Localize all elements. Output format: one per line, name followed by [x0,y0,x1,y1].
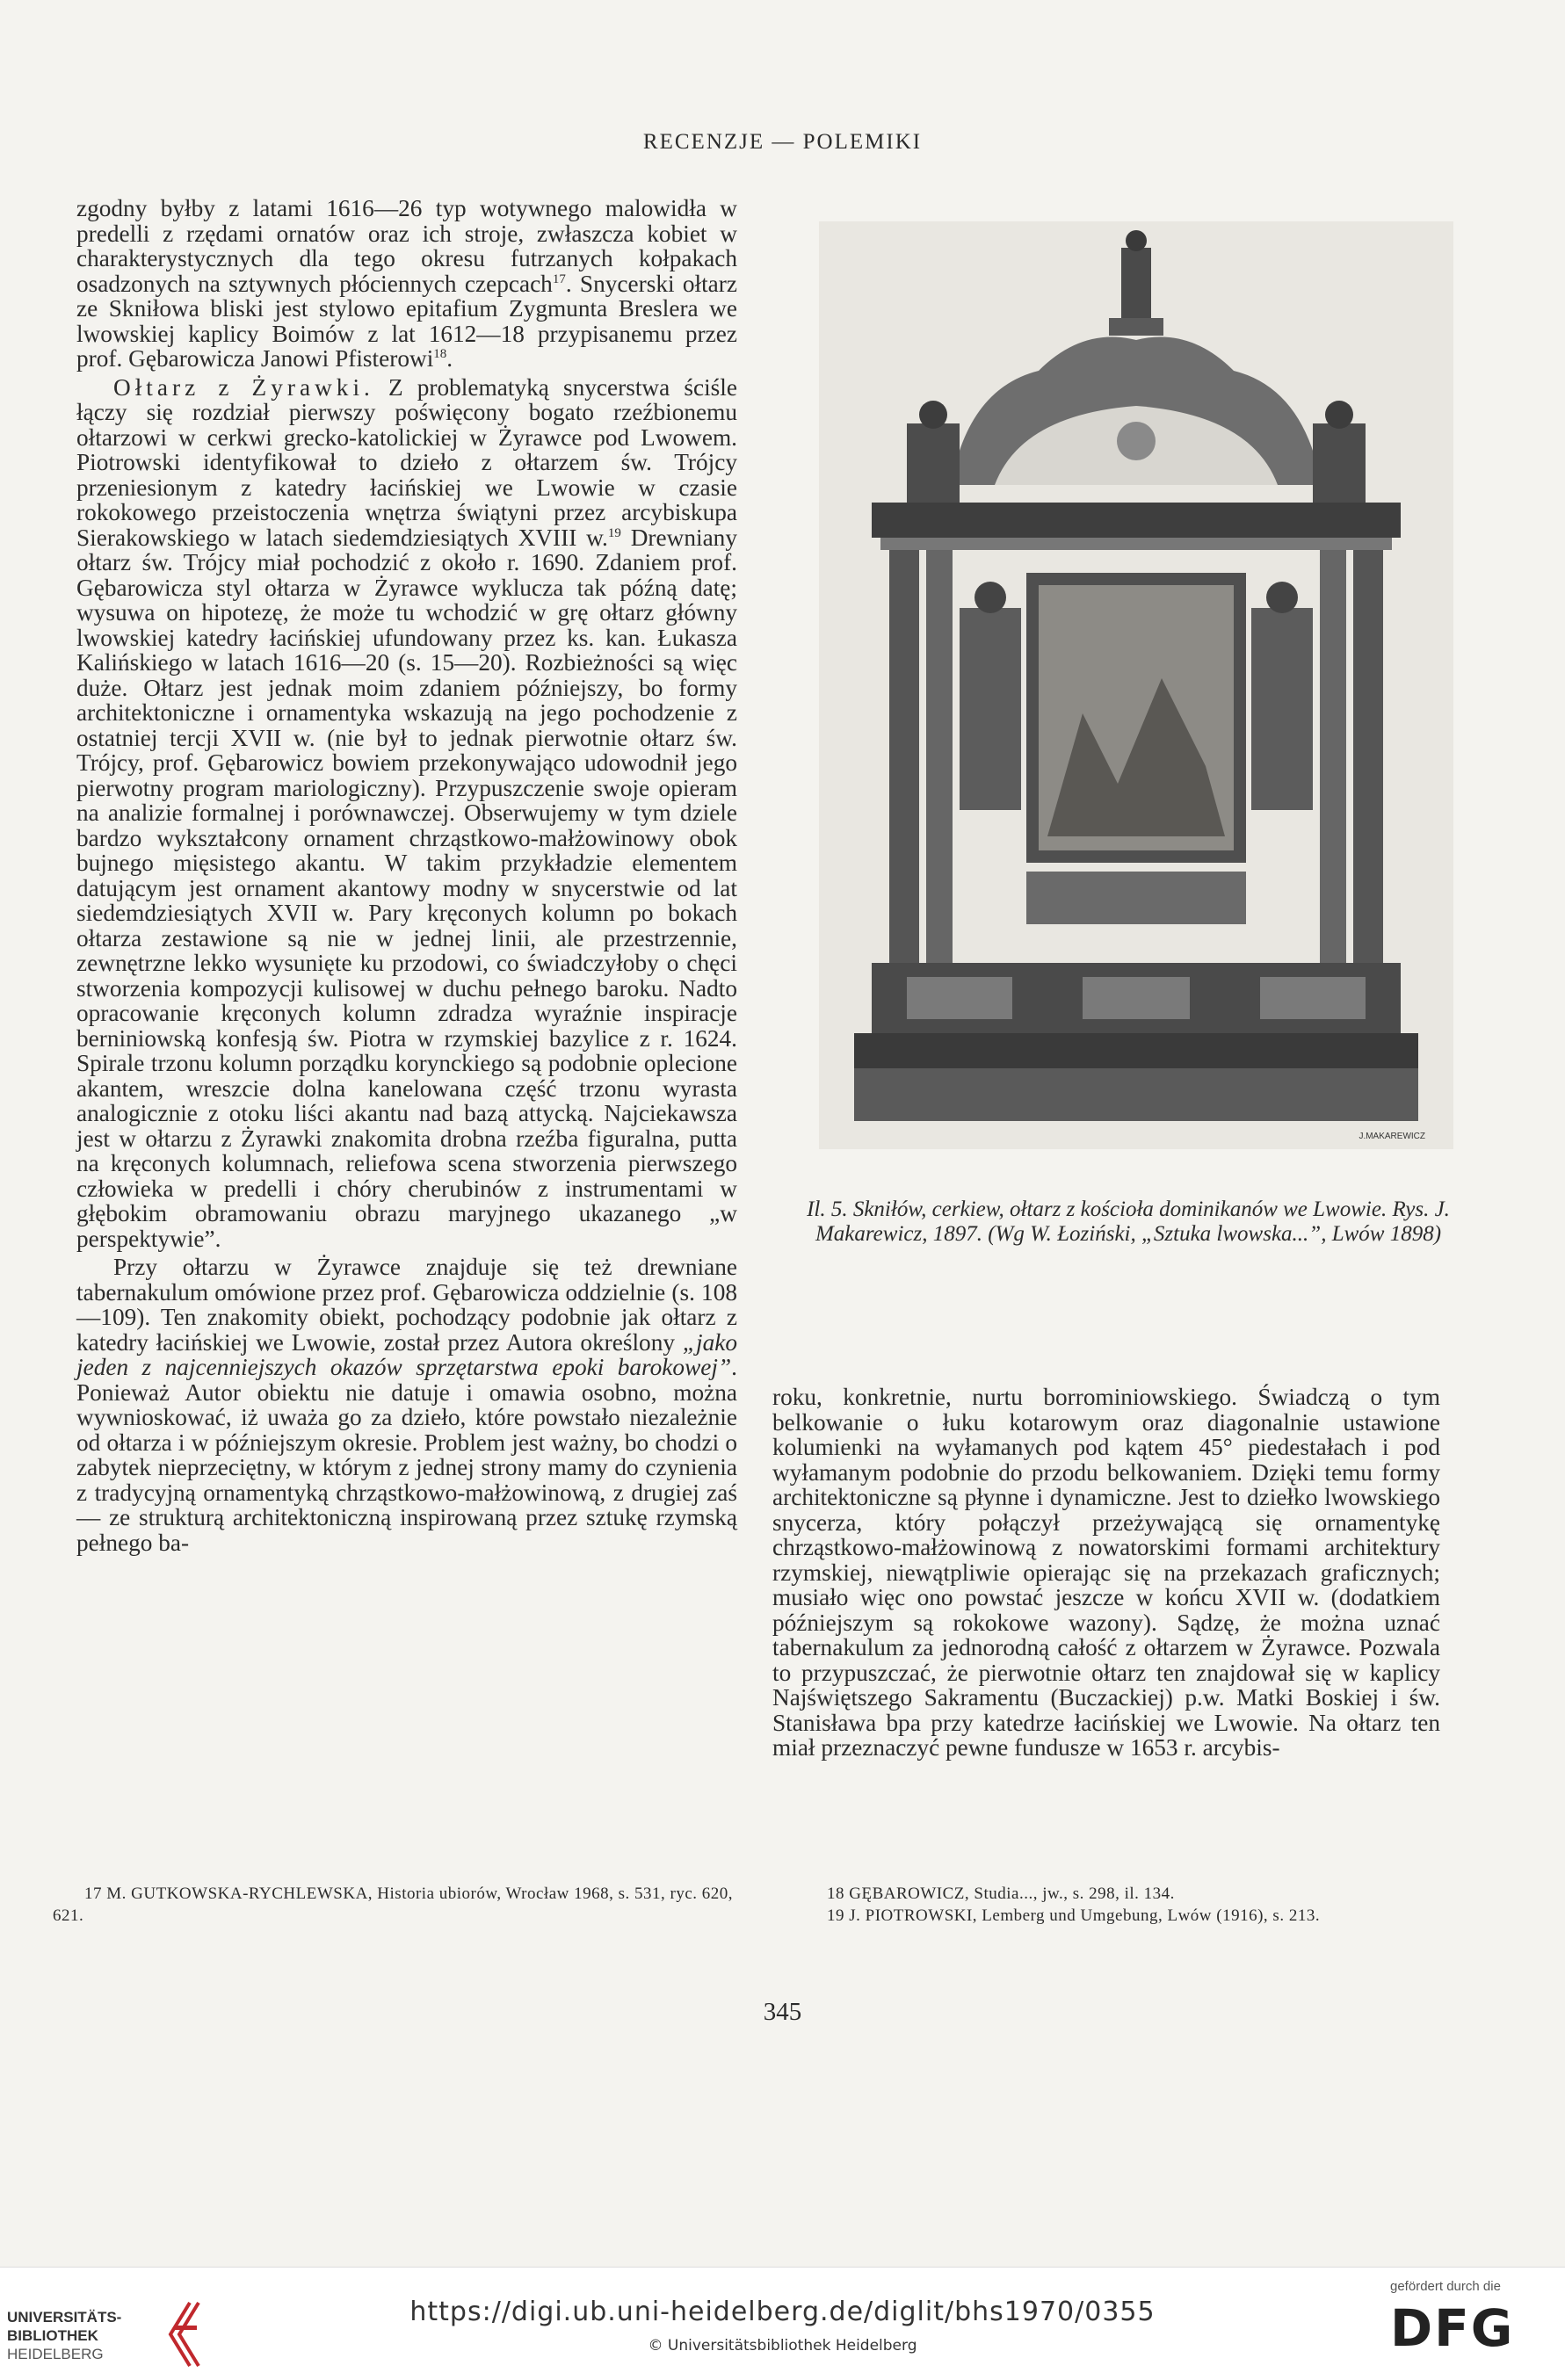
paragraph-1-tail: . Snycerski ołtarz ze Skniłowa bliski jest stylowo epitafium Zygmunta Breslera we lwowskiej kaplicy Boimów z lat 1612—18 przypisanemu przez prof. Gębarowicza Janowi Pfisterowi [76,270,737,372]
left-column [76,196,737,1555]
footnote-17: 17 M. GUTKOWSKA-RYCHLEWSKA, Historia ubiorów, Wrocław 1968, s. 531, ryc. 620, 621. [53,1884,734,1925]
paragraph-2 [76,375,737,1252]
permalink-url[interactable]: https://digi.ub.uni-heidelberg.de/diglit/bhs1970/0355 [409,2297,1156,2327]
footnotes-left [53,1883,747,1927]
library-line-1: UNIVERSITÄTS- [7,2309,122,2326]
footnote-ref-18[interactable]: 18 [433,346,447,361]
altar-illustration [819,221,1453,1149]
paragraph-1 [76,196,737,372]
footnotes-right [795,1883,1454,1927]
library-line-3: HEIDELBERG [7,2346,104,2362]
dfg-wordmark: DFG [1390,2298,1515,2358]
right-column [772,1385,1440,1761]
paragraph-3 [76,1255,737,1555]
footnote-18: 18 GĘBAROWICZ, Studia..., jw., s. 298, il. 134. [827,1884,1175,1903]
copyright-notice: © Universitätsbibliothek Heidelberg [648,2337,917,2355]
footnote-ref-17[interactable]: 17 [552,271,566,286]
paragraph-3-quote: „jako jeden z najcenniejszych okazów sprzętarstwa epoki barokowej” [76,1328,737,1380]
drawing-signature: J.MAKAREWICZ [1359,1132,1425,1141]
paragraph-1-text: zgodny byłby z latami 1616—26 typ wotywnego malowidła w predelli z rzędami ornatów oraz ich stroje, zwłaszcza kobiet w charakterystycznych dla tego okresu futrzanych kołpakach osadzonych na sztywnych płóciennych czepcach [76,195,737,297]
paragraph-2-tail: Drewniany ołtarz św. Trójcy miał pochodzić z około r. 1690. Zdaniem prof. Gębarowicza styl ołtarza w Żyrawce wyklucza tak późną datę; wysuwa on hipotezę, że może tu wchodzić w grę ołtarz główny lwowskiej katedry łacińskiej ufundowany przez ks. kan. Łukasza Kalińskiego w latach 1616—20 (s. 15—20). Rozbieżności są więc duże. Ołtarz jest jednak moim zdaniem późniejszy, bo formy architektoniczne i ornamentyka wskazują na jego pochodzenie z ostatniej tercji XVII w. (nie był to jednak pierwotnie ołtarz św. Trójcy, prof. Gębarowicz bowiem przekonywająco udowodnił jego pierwotny program mariologiczny). Przypuszczenie swoje opieram na analizie formalnej i porównawczej. Obserwujemy w tym dziele bardzo wykształcony ornament chrząstkowo-małżowinowy obok bujnego mięsistego akantu. W takim przykładzie elementem datującym jest ornament akantowy modny w snycerstwie od lat siedemdziesiątych XVII w. Pary kręconych kolumn po bokach ołtarza zestawione są nie w jednej linii, ale przestrzennie, zewnętrzne lekko wysunięte ku przodowi, co świadczyłoby o chęci stworzenia kompozycji kulisowej w duchu pełnego baroku. Nadto opracowanie kręconych kolumn zdradza wyraźnie inspiracje berniniowską konfesją św. Piotra w rzymskiej bazylice z r. 1624. Spirale trzonu kolumn porządku korynckiego są podobnie oplecione akantem, wreszcie dolna kanelowana część trzonu wyrasta analogicznie z otoku liści akantu nad bazą attycką. Najciekawsza jest w ołtarzu z Żyrawki znakomita drobna rzeźba figuralna, putta na kręconych kolumnach, reliefowa scena stworzenia pierwszego człowieka w predelli i chóry cherubinów z instrumentami w głębokim obramowaniu obrazu maryjnego ukazanego „w perspektywie”. [76,524,737,1252]
section-lead: Ołtarz z Żyrawki. [113,373,374,401]
page-number: 345 [763,1998,802,2026]
paragraph-1-end: . [446,345,453,372]
library-line-2: BIBLIOTHEK [7,2327,98,2344]
paragraph-3-text: Przy ołtarzu w Żyrawce znajduje się też drewniane tabernakulum omówione przez prof. Gębarowicza oddzielnie (s. 108—109). Ten znakomity obiekt, pochodzący podobnie jak ołtarz z katedry łacińskiej we Lwowie, został przez Autora określony [76,1254,737,1356]
altar-drawing [819,221,1453,1149]
dfg-logo[interactable] [1390,2279,1548,2367]
paragraph-2-text: Z problematyką snycerstwa ściśle łączy się rozdział pierwszy poświęcony bogato rzeźbionemu ołtarzowi w cerkwi grecko-katolickiej w Żyrawce pod Lwowem. Piotrowski identyfikował to dzieło z ołtarzem św. Trójcy przeniesionym z katedry łacińskiej we Lwowie w czasie rokokowego przeistoczenia wnętrza świątyni przez arcybiskupa Sierakowskiego w latach siedemdziesiątych XVIII w. [76,373,737,551]
right-column-text: roku, konkretnie, nurtu borrominiowskiego. Świadczą o tym belkowanie o łuku kotarowym oraz diagonalnie ustawione kolumienki na wyłamanych pod kątem 45° piedestałach i pod wyłamanym podobnie do przodu belkowaniem. Dzięki temu formy architektoniczne są płynne i dynamiczne. Jest to dziełko lwowskiego snycerza, który połączył przeżywającą się ornamentykę chrząstkowo-małżowinową z nowatorskimi formami architektury rzymskiej, niewątpliwie opierając się na przekazach graficznych; musiało więc ono powstać jeszcze w końcu XVII w. (dodatkiem późniejszym są rokokowe wazony). Sądzę, że można uznać tabernakulum za jednorodną całość z ołtarzem w Żyrawce. Pozwala to przypuszczać, że pierwotnie ołtarz ten znajdował się w kaplicy Najświętszego Sakramentu (Buczackiej) p.w. Matki Boskiej i św. Stanisława bpa przy katedrze łacińskiej we Lwowie. Na ołtarz ten miał przeznaczyć pewne fundusze w 1653 r. arcybis- [772,1384,1440,1761]
paragraph-3-tail: . Ponieważ Autor obiektu nie datuje i omawia osobno, można wywnioskować, iż uważa go za dzieło, które powstało niezależnie od ołtarza i w późniejszym okresie. Problem jest ważny, bo chodzi o zabytek nieprzeciętny, w którym z jednej strony mamy do czynienia z tradycyjną ornamentyką chrząstkowo-małżowinową, z drugiej zaś — ze strukturą architektoniczną inspirowaną przez sztukę rzymską pełnego ba- [76,1354,737,1556]
footnote-19: 19 J. PIOTROWSKI, Lemberg und Umgebung, Lwów (1916), s. 213. [827,1906,1321,1925]
running-head: RECENZJE — POLEMIKI [642,130,923,154]
footnote-ref-19[interactable]: 19 [607,525,621,540]
dfg-funded-label: gefördert durch die [1390,2279,1501,2294]
figure-caption: Il. 5. Skniłów, cerkiew, ołtarz z kościoła dominikanów we Lwowie. Rys. J. Makarewicz, 1897. (Wg W. Łoziński, „Sztuka lwowska...”, Lwów 1898) [807,1197,1450,1246]
